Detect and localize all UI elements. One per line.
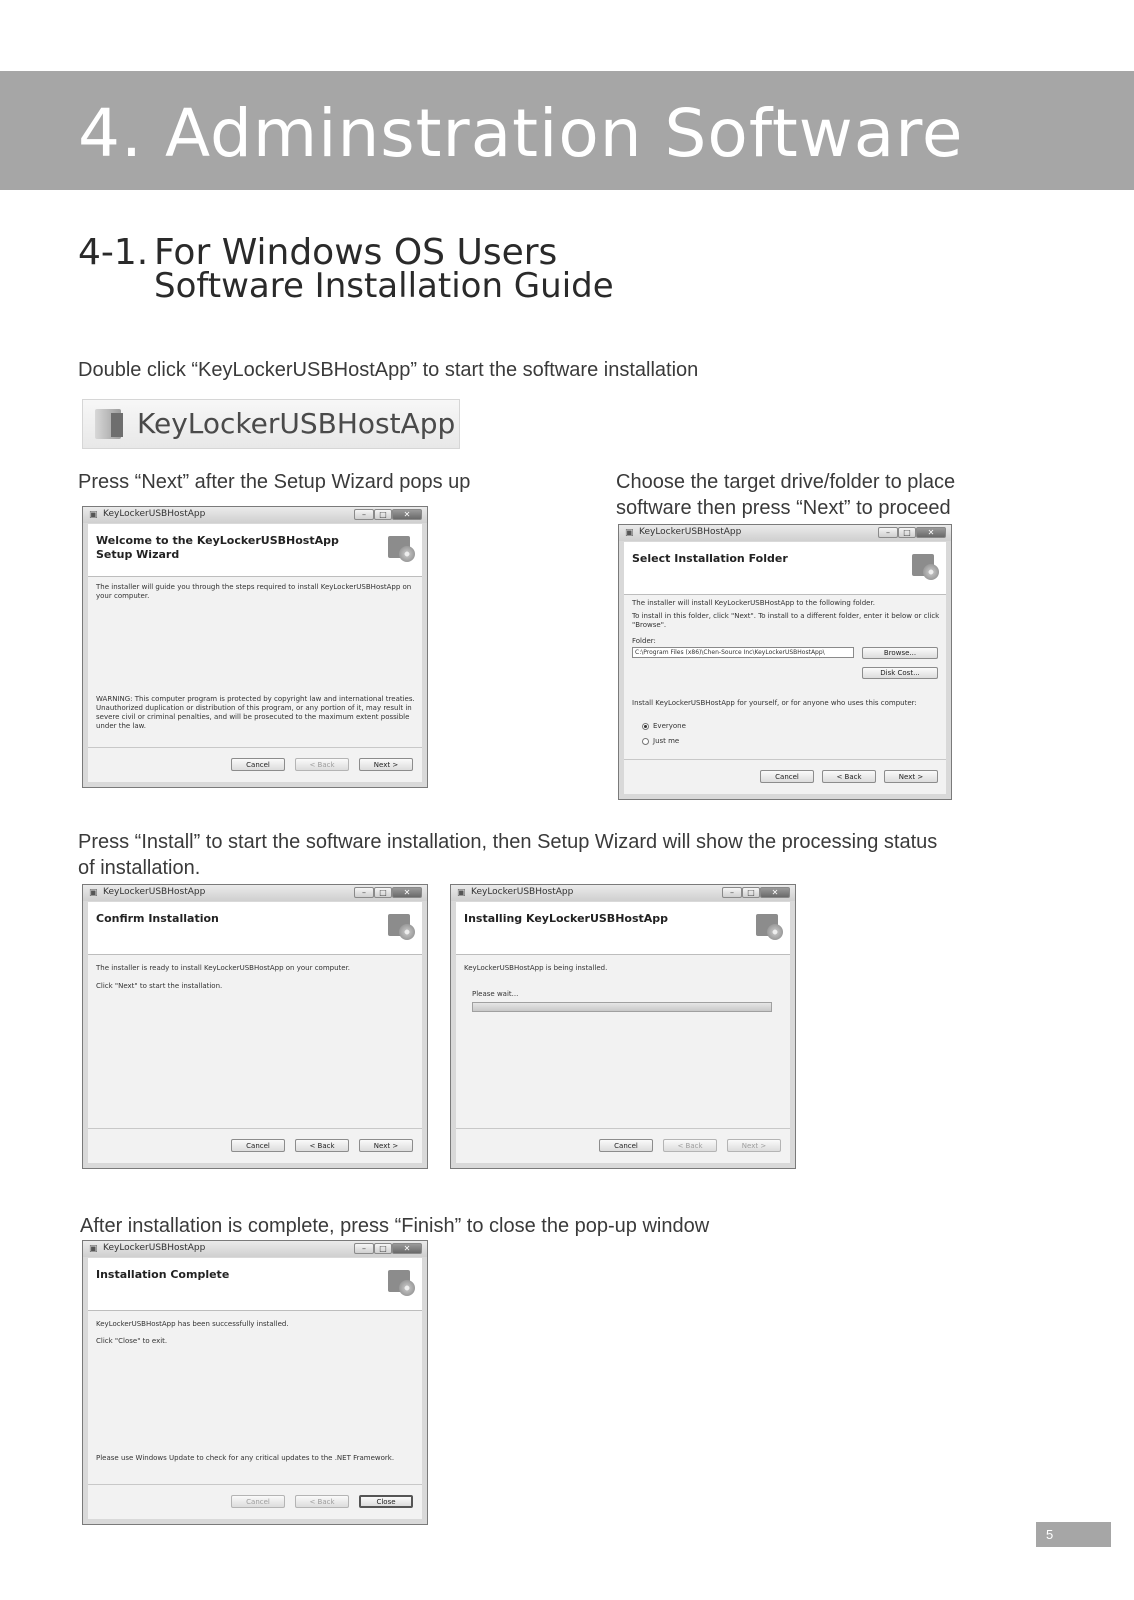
next-button[interactable]: Next > (727, 1139, 781, 1152)
next-button[interactable]: Next > (359, 758, 413, 771)
computer-cd-icon (388, 914, 410, 936)
app-icon: ▣ (625, 528, 634, 538)
folder-dialog (618, 524, 952, 800)
section-subtitle: Software Installation Guide (154, 266, 614, 306)
app-icon: ▣ (457, 888, 466, 898)
dialog-heading: Select Installation Folder (632, 552, 788, 565)
close-instruction-text: Click "Close" to exit. (96, 1337, 168, 1345)
window-title: KeyLockerUSBHostApp (103, 1243, 206, 1253)
app-shortcut[interactable] (82, 399, 460, 449)
window-title: KeyLockerUSBHostApp (103, 509, 206, 519)
maximize-button[interactable]: □ (374, 887, 392, 898)
installing-dialog (450, 884, 796, 1169)
title-bar (83, 507, 427, 523)
dialog-heading: Installing KeyLockerUSBHostApp (464, 912, 669, 925)
folder-intro-text: The installer will install KeyLockerUSBHostApp to the following folder. (632, 599, 875, 607)
app-shortcut-label: KeyLockerUSBHostApp (137, 407, 456, 440)
instruction-step3-line1: Choose the target drive/folder to place (616, 471, 956, 493)
welcome-dialog (82, 506, 428, 788)
maximize-button[interactable]: □ (742, 887, 760, 898)
maximize-button[interactable]: □ (898, 527, 916, 538)
window-title: KeyLockerUSBHostApp (103, 887, 206, 897)
dialog-footer (456, 1128, 790, 1163)
computer-cd-icon (388, 1270, 410, 1292)
computer-cd-icon (756, 914, 778, 936)
close-button[interactable]: ✕ (392, 887, 422, 898)
minimize-button[interactable]: – (354, 509, 374, 520)
dialog-footer (88, 1484, 422, 1519)
dialog-heading: Installation Complete (96, 1268, 230, 1281)
dialog-banner (88, 524, 422, 577)
app-icon: ▣ (89, 510, 98, 520)
minimize-button[interactable]: – (354, 1243, 374, 1254)
radio-just-me[interactable] (642, 738, 649, 745)
close-button[interactable]: ✕ (392, 1243, 422, 1254)
progress-bar (472, 1002, 772, 1012)
dialog-banner (624, 542, 946, 595)
success-text: KeyLockerUSBHostApp has been successfully installed. (96, 1320, 289, 1328)
confirm-ready-text: The installer is ready to install KeyLockerUSBHostApp on your computer. (96, 964, 351, 972)
close-button[interactable]: ✕ (760, 887, 790, 898)
folder-path-input[interactable]: C:\Program Files (x86)\Chen-Source Inc\KeyLockerUSBHostApp\ (632, 647, 854, 658)
dialog-heading: Welcome to the KeyLockerUSBHostApp Setup Wizard (96, 534, 339, 561)
instruction-step2: Press “Next” after the Setup Wizard pops up (78, 471, 471, 493)
section-number: 4-1. (78, 232, 149, 273)
dialog-footer (624, 759, 946, 794)
maximize-button[interactable]: □ (374, 509, 392, 520)
page-title: 4. Adminstration Software (78, 95, 964, 172)
dialog-banner (88, 1258, 422, 1311)
app-icon: ▣ (89, 1244, 98, 1254)
minimize-button[interactable]: – (722, 887, 742, 898)
disk-cost-button[interactable]: Disk Cost... (862, 667, 938, 679)
page-number: 5 (1036, 1522, 1111, 1547)
dialog-banner (456, 902, 790, 955)
section-title: For Windows OS Users (154, 232, 558, 273)
confirm-dialog (82, 884, 428, 1169)
folder-instruction-text: To install in this folder, click "Next". To install to a different folder, enter it below or click "Browse". (632, 612, 940, 629)
close-button[interactable]: ✕ (916, 527, 946, 538)
next-button[interactable]: Next > (884, 770, 938, 783)
dialog-footer (88, 1128, 422, 1163)
back-button[interactable]: < Back (822, 770, 876, 783)
folder-label: Folder: (632, 637, 656, 645)
browse-button[interactable]: Browse... (862, 647, 938, 659)
computer-cd-icon (912, 554, 934, 576)
dialog-body (88, 577, 422, 747)
installing-status-text: KeyLockerUSBHostApp is being installed. (464, 964, 608, 972)
minimize-button[interactable]: – (354, 887, 374, 898)
next-button[interactable]: Next > (359, 1139, 413, 1152)
close-button[interactable]: ✕ (392, 509, 422, 520)
title-bar (451, 885, 795, 901)
cancel-button[interactable]: Cancel (231, 758, 285, 771)
radio-everyone[interactable] (642, 723, 649, 730)
dialog-body (88, 955, 422, 1128)
install-for-text: Install KeyLockerUSBHostApp for yourself, or for anyone who uses this computer: (632, 699, 917, 707)
instruction-step5: After installation is complete, press “Finish” to close the pop-up window (80, 1215, 710, 1237)
instruction-step4-line1: Press “Install” to start the software installation, then Setup Wizard will show the processing status (78, 831, 938, 853)
title-bar (83, 1241, 427, 1257)
back-button[interactable]: < Back (295, 758, 349, 771)
window-title: KeyLockerUSBHostApp (639, 527, 742, 537)
dialog-heading: Confirm Installation (96, 912, 219, 925)
confirm-next-text: Click "Next" to start the installation. (96, 982, 223, 990)
instruction-step1: Double click “KeyLockerUSBHostApp” to start the software installation (78, 359, 699, 381)
dialog-body (88, 1311, 422, 1484)
title-bar (619, 525, 951, 541)
title-bar (83, 885, 427, 901)
complete-dialog (82, 1240, 428, 1525)
app-icon: ▣ (89, 888, 98, 898)
maximize-button[interactable]: □ (374, 1243, 392, 1254)
dialog-body (456, 955, 790, 1128)
minimize-button[interactable]: – (878, 527, 898, 538)
please-wait-text: Please wait... (472, 990, 519, 998)
folder-icon (95, 409, 121, 439)
intro-text: The installer will guide you through the steps required to install KeyLockerUSBHostApp on your computer. (96, 583, 412, 600)
windows-update-text: Please use Windows Update to check for any critical updates to the .NET Framework. (96, 1454, 395, 1462)
dialog-footer (88, 747, 422, 782)
radio-just-me-label: Just me (653, 737, 680, 745)
dialog-body (624, 595, 946, 759)
instruction-step3-line2: software then press “Next” to proceed (616, 497, 951, 519)
cancel-button[interactable]: Cancel (599, 1139, 653, 1152)
back-button[interactable]: < Back (663, 1139, 717, 1152)
computer-cd-icon (388, 536, 410, 558)
close-dialog-button[interactable]: Close (359, 1495, 413, 1508)
cancel-button[interactable]: Cancel (231, 1139, 285, 1152)
back-button[interactable]: < Back (295, 1495, 349, 1508)
cancel-button[interactable]: Cancel (760, 770, 814, 783)
back-button[interactable]: < Back (295, 1139, 349, 1152)
cancel-button[interactable]: Cancel (231, 1495, 285, 1508)
radio-everyone-label: Everyone (653, 722, 686, 730)
instruction-step4-line2: of installation. (78, 857, 201, 879)
dialog-banner (88, 902, 422, 955)
warning-text: WARNING: This computer program is protected by copyright law and international treaties. Unauthorized duplication or distribution of this program, or any portion of it, may result in severe civil or criminal penalties, and will be prosecuted to the maximum extent possible under the law. (96, 695, 415, 730)
window-title: KeyLockerUSBHostApp (471, 887, 574, 897)
